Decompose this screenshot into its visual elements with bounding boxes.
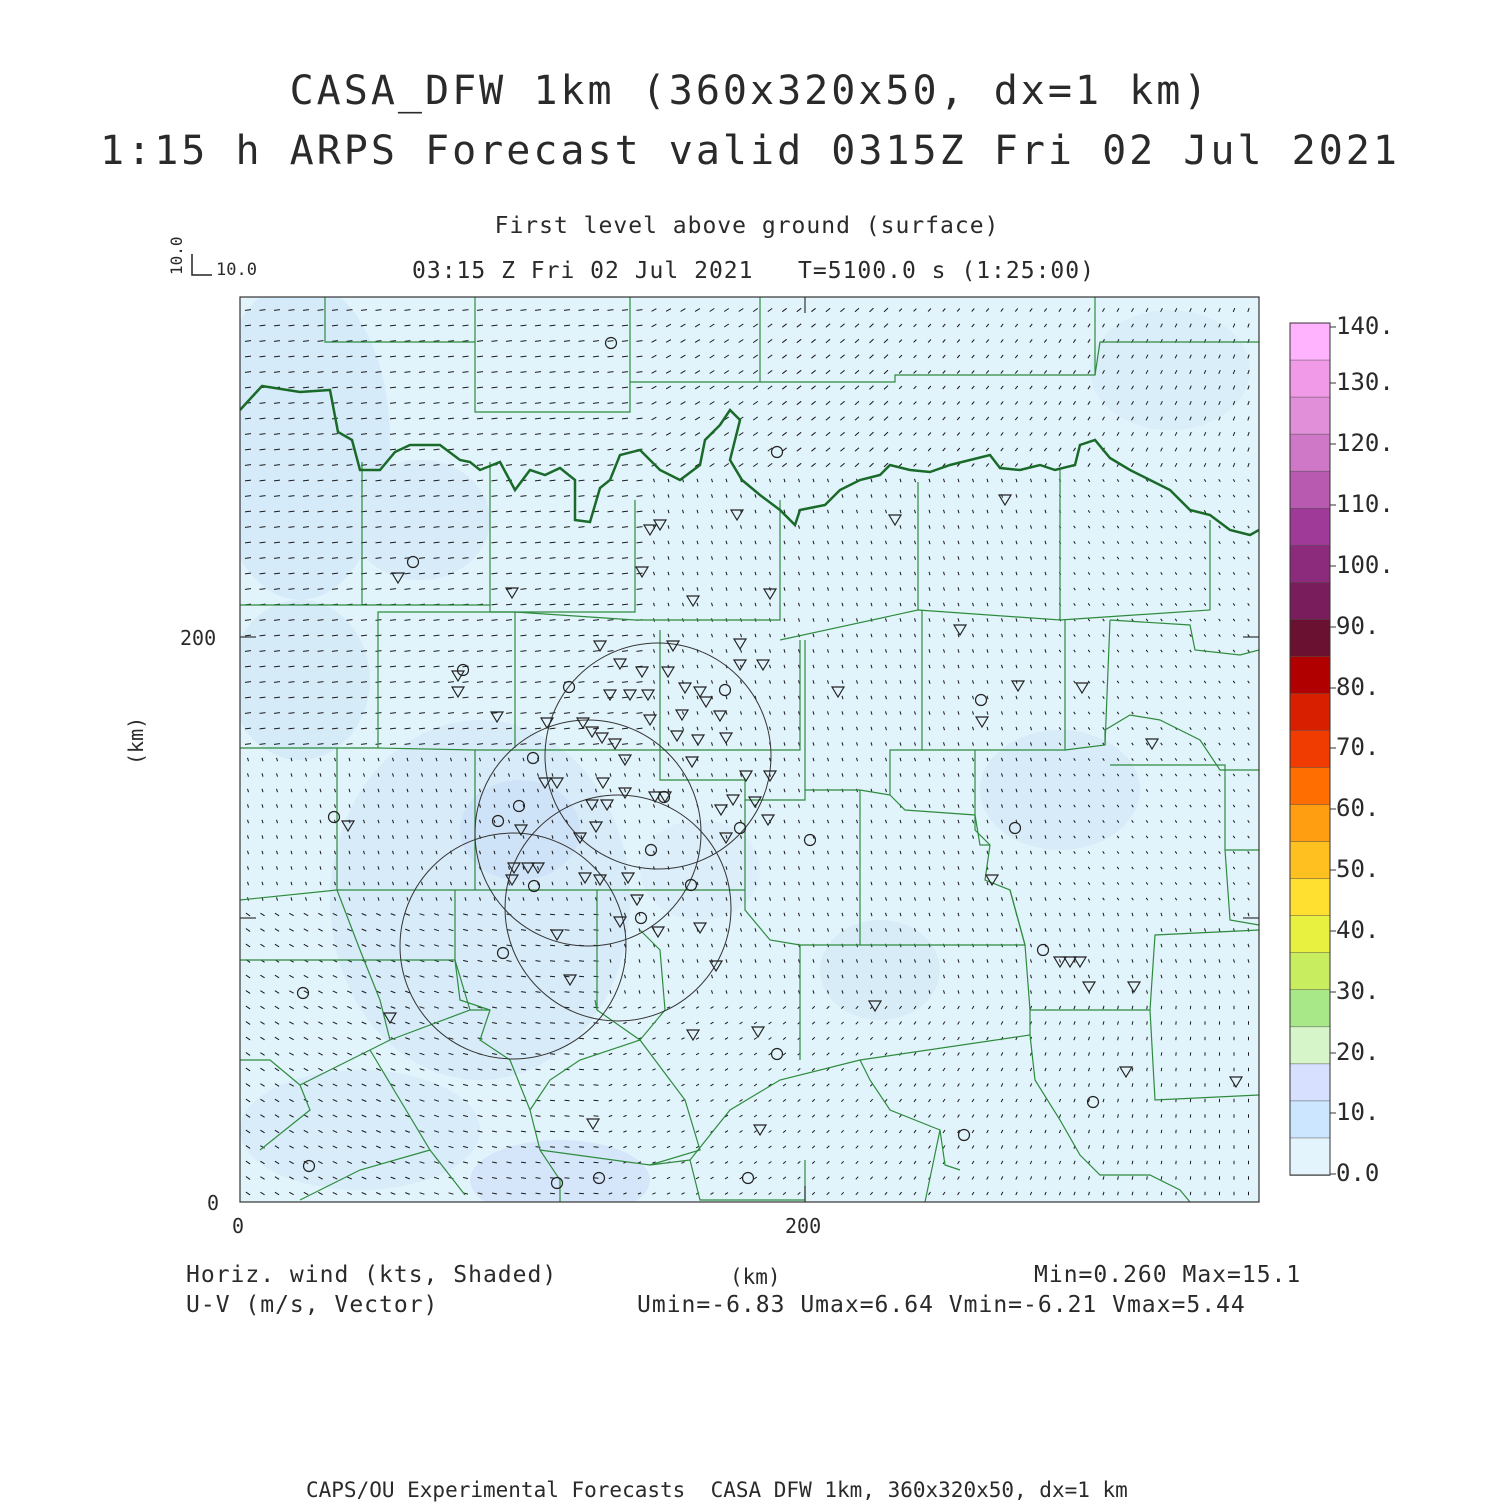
wind-vector <box>1147 1176 1148 1179</box>
wind-vector <box>550 1100 555 1101</box>
colorbar-swatch <box>1290 619 1330 657</box>
wind-vector <box>1161 1130 1162 1133</box>
wind-vector <box>565 1038 570 1039</box>
wind-vector <box>550 914 555 915</box>
wind-vector <box>550 1023 555 1024</box>
colorbar-label: 120. <box>1336 429 1394 457</box>
wind-vector <box>1147 1037 1148 1040</box>
wind-vector <box>1161 1083 1162 1086</box>
colorbar-label: 30. <box>1336 977 1379 1005</box>
wind-vector <box>565 961 570 962</box>
wind-vector <box>1161 1006 1162 1009</box>
colorbar <box>1290 323 1336 1176</box>
wind-vector <box>565 930 570 931</box>
wind-vector <box>565 914 570 915</box>
wind-vector <box>1147 1006 1148 1009</box>
wind-vector <box>550 961 555 962</box>
y-tick-200: 200 <box>180 626 216 650</box>
wind-vector <box>565 1023 570 1024</box>
wind-vector <box>550 1131 555 1132</box>
colorbar-swatch <box>1290 1138 1330 1176</box>
colorbar-swatch <box>1290 693 1330 731</box>
wind-vector <box>550 1007 555 1008</box>
y-axis-label: (km) <box>124 717 148 765</box>
colorbar-swatch <box>1290 916 1330 954</box>
wind-vector <box>550 1193 555 1194</box>
wind-vector <box>565 1100 570 1101</box>
colorbar-label: 0.0 <box>1336 1159 1379 1187</box>
wind-vector <box>550 992 555 993</box>
colorbar-swatch <box>1290 545 1330 583</box>
colorbar-swatch <box>1290 1027 1330 1065</box>
field-description: Horiz. wind (kts, Shaded) <box>186 1262 557 1288</box>
colorbar-swatch <box>1290 323 1330 361</box>
wind-vector <box>550 1162 555 1163</box>
wind-vector <box>550 1085 555 1086</box>
wind-vector <box>550 1054 555 1055</box>
x-tick-200: 200 <box>785 1214 821 1238</box>
wind-vector <box>565 992 570 993</box>
wind-vector <box>1161 1021 1162 1024</box>
wind-vector <box>1161 1114 1162 1117</box>
wind-vector <box>1147 1052 1148 1055</box>
colorbar-swatch <box>1290 1064 1330 1102</box>
valid-time-label: 03:15 Z Fri 02 Jul 2021 T=5100.0 s (1:25:00) <box>412 258 1095 284</box>
colorbar-swatch <box>1290 1101 1330 1139</box>
ref-vector-horiz-label: 10.0 <box>216 260 257 280</box>
wind-vector <box>1147 1083 1148 1086</box>
wind-vector <box>565 1085 570 1086</box>
wind-vector <box>565 1131 570 1132</box>
wind-vector <box>1147 1192 1148 1195</box>
colorbar-swatch <box>1290 471 1330 509</box>
colorbar-swatch <box>1290 990 1330 1028</box>
min-max-readout: Min=0.260 Max=15.1 <box>1034 1262 1301 1288</box>
wind-vector <box>1161 1068 1162 1071</box>
colorbar-swatch <box>1290 582 1330 620</box>
uv-range-readout: Umin=-6.83 Umax=6.64 Vmin=-6.21 Vmax=5.44 <box>637 1292 1246 1318</box>
colorbar-label: 90. <box>1336 612 1379 640</box>
wind-vector <box>1161 1192 1162 1195</box>
colorbar-label: 60. <box>1336 794 1379 822</box>
credit-line: CAPS/OU Experimental Forecasts CASA DFW 1km, 360x320x50, dx=1 km <box>306 1478 1128 1502</box>
colorbar-swatch <box>1290 953 1330 991</box>
colorbar-label: 40. <box>1336 916 1379 944</box>
colorbar-swatch <box>1290 656 1330 694</box>
colorbar-swatch <box>1290 768 1330 806</box>
wind-vector <box>1147 1021 1148 1024</box>
colorbar-label: 140. <box>1336 312 1394 340</box>
x-tick-0: 0 <box>232 1214 244 1238</box>
vector-description: U-V (m/s, Vector) <box>186 1292 438 1318</box>
colorbar-label: 10. <box>1336 1098 1379 1126</box>
colorbar-label: 50. <box>1336 855 1379 883</box>
wind-vector <box>565 1116 570 1117</box>
x-axis-label: (km) <box>730 1265 781 1289</box>
colorbar-label: 20. <box>1336 1038 1379 1066</box>
wind-vector <box>1161 1052 1162 1055</box>
wind-vector <box>1147 1130 1148 1133</box>
wind-vector <box>550 1069 555 1070</box>
wind-vector <box>1147 1099 1148 1102</box>
wind-vector <box>1161 1176 1162 1179</box>
level-label: First level above ground (surface) <box>0 213 1494 239</box>
wind-vector <box>565 945 570 946</box>
colorbar-swatch <box>1290 508 1330 546</box>
colorbar-swatch <box>1290 805 1330 843</box>
wind-vector <box>1161 1161 1162 1164</box>
wind-vector <box>550 1038 555 1039</box>
colorbar-swatch <box>1290 434 1330 472</box>
wind-vector <box>550 1147 555 1148</box>
colorbar-label: 80. <box>1336 673 1379 701</box>
map-title-line2: 1:15 h ARPS Forecast valid 0315Z Fri 02 Jul 2021 <box>0 128 1500 174</box>
wind-vector <box>1147 1145 1148 1148</box>
ref-vector-vert-label: 10.0 <box>167 236 186 275</box>
wind-vector <box>1147 1114 1148 1117</box>
colorbar-swatch <box>1290 842 1330 880</box>
wind-vector <box>550 945 555 946</box>
wind-vector <box>550 1116 555 1117</box>
colorbar-swatch <box>1290 360 1330 398</box>
wind-vector <box>565 1162 570 1163</box>
wind-vector <box>565 1193 570 1194</box>
wind-vector <box>565 1178 570 1179</box>
colorbar-label: 100. <box>1336 551 1394 579</box>
wind-vector <box>1161 1037 1162 1040</box>
wind-vector <box>565 1054 570 1055</box>
colorbar-swatch <box>1290 879 1330 917</box>
wind-vector <box>550 976 555 977</box>
wind-vector <box>565 1147 570 1148</box>
map-title-line1: CASA_DFW 1km (360x320x50, dx=1 km) <box>0 68 1500 114</box>
reference-vector <box>192 254 212 275</box>
colorbar-label: 70. <box>1336 733 1379 761</box>
colorbar-label: 110. <box>1336 490 1394 518</box>
wind-vector <box>1147 1068 1148 1071</box>
wind-vector <box>1147 1161 1148 1164</box>
wind-vector <box>1161 1145 1162 1148</box>
y-tick-0: 0 <box>207 1191 219 1215</box>
colorbar-swatch <box>1290 397 1330 435</box>
colorbar-swatch <box>1290 730 1330 768</box>
colorbar-label: 130. <box>1336 368 1394 396</box>
